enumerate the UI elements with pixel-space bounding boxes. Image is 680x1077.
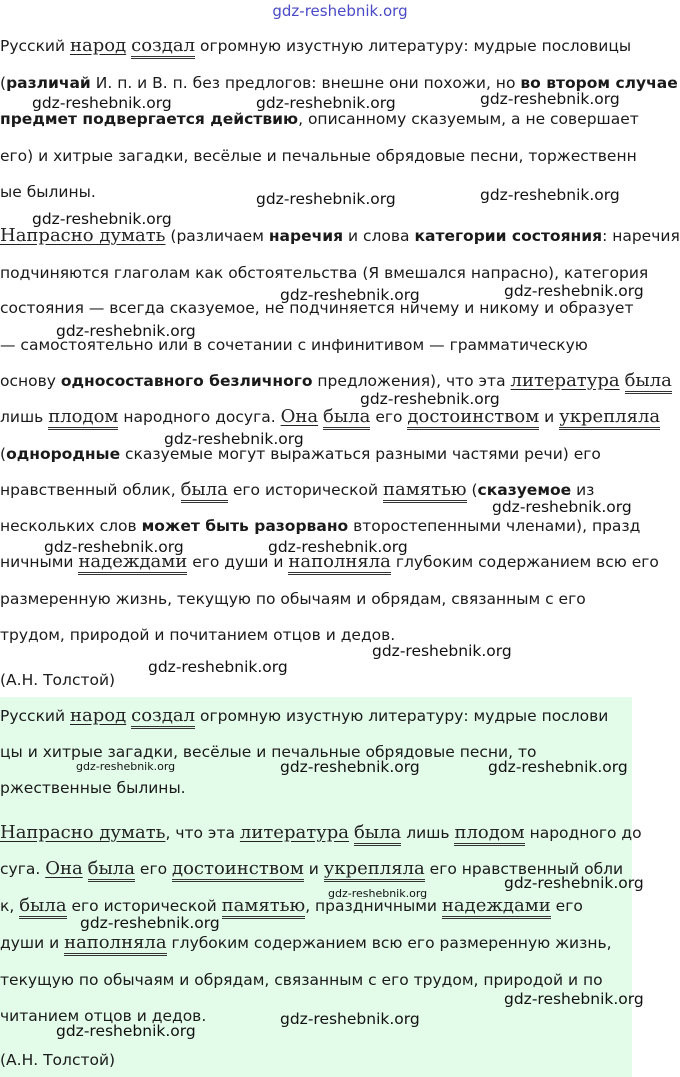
p1-line-14: нескольких слов может быть разорвано второстепенными членами), празд [0,517,641,535]
watermark-text: gdz-reshebnik.org [44,538,184,556]
watermark-text: gdz-reshebnik.org [488,758,628,776]
p1-line-17: трудом, природой и почитанием отцов и дедов. [0,626,396,644]
p1-line-5: ые былины. [0,183,96,201]
p1-line-3: предмет подвергается действию, описанному сказуемым, а не совершает [0,110,639,128]
watermark-text: gdz-reshebnik.org [32,210,172,228]
watermark-text: gdz-reshebnik.org [268,538,408,556]
watermark-text: gdz-reshebnik.org [32,94,172,112]
watermark-text: gdz-reshebnik.org [328,887,428,900]
p2-line-6: к, была его исторической памятью, праздничными надеждами его [0,895,583,919]
predicate-word: создал [131,35,195,59]
p1-line-6: Напрасно думать (различаем наречия и слова категории состояния: наречия [0,225,680,246]
watermark-text: gdz-reshebnik.org [280,286,420,304]
watermark-text: gdz-reshebnik.org [504,874,644,892]
p1-line-8: состояния — всегда сказуемое, не подчиняется ничему и никому и образует [0,299,634,317]
p1-author: (А.Н. Толстой) [0,671,116,689]
watermark-text: gdz-reshebnik.org [492,498,632,516]
watermark-text: gdz-reshebnik.org [504,282,644,300]
p2-line-9: читанием отцов и дедов. [0,1007,207,1025]
watermark-text: gdz-reshebnik.org [280,1010,420,1028]
p1-line-15: ничными надеждами его души и наполняла глубоким содержанием всю его [0,551,659,575]
watermark-text: gdz-reshebnik.org [56,322,196,340]
p1-line-4: его) и хитрые загадки, весёлые и печальные обрядовые песни, торжественн [0,147,637,165]
subject-word: народ [70,35,127,56]
p1-line-12: (однородные сказуемые могут выражаться разными частями речи) его [0,445,601,463]
watermark-text: gdz-reshebnik.org [480,90,620,108]
watermark-text: gdz-reshebnik.org [148,658,288,676]
watermark-text: gdz-reshebnik.org [360,390,500,408]
watermark-text: gdz-reshebnik.org [56,1022,196,1040]
p1-line-16: размеренную жизнь, текущую по обычаям и обрядам, связанным с его [0,590,586,608]
p1-line-10: основу односоставного безличного предложения), что эта литература была [0,370,672,394]
header-watermark: gdz-reshebnik.org [272,2,408,20]
p2-line-8: текущую по обычаям и обрядам, связанным с его трудом, природой и по [0,971,603,989]
watermark-text: gdz-reshebnik.org [80,914,220,932]
p1-line-9: — самостоятельно или в сочетании с инфинитивом — грамматическую [0,336,588,354]
p1-line-11: лишь плодом народного досуга. Она была его достоинством и укрепляла [0,406,660,430]
p1-line-2: (различай И. п. и В. п. без предлогов: внешне они похожи, но во втором случае [0,74,678,92]
p2-line-4: Напрасно думать, что эта литература была лишь плодом народного до [0,822,642,846]
watermark-text: gdz-reshebnik.org [76,760,176,773]
p2-line-5: суга. Она была его достоинством и укрепляла его нравственный обли [0,858,623,882]
watermark-text: gdz-reshebnik.org [480,186,620,204]
watermark-text: gdz-reshebnik.org [280,758,420,776]
watermark-text: gdz-reshebnik.org [256,94,396,112]
p1-line-13: нравственный облик, была его исторической памятью (сказуемое из [0,479,594,503]
subject-phrase: Напрасно думать [0,225,166,246]
p2-author: (А.Н. Толстой) [0,1051,116,1069]
watermark-text: gdz-reshebnik.org [164,430,304,448]
p2-line-2: цы и хитрые загадки, весёлые и печальные обрядовые песни, то [0,743,537,761]
watermark-text: gdz-reshebnik.org [256,190,396,208]
p1-line-7: подчиняются глаголам как обстоятельства (Я вмешался напрасно), категория [0,264,649,282]
p2-line-7: души и наполняла глубоким содержанием всю его размеренную жизнь, [0,932,612,956]
p2-line-1: Русский народ создал огромную изустную литературу: мудрые послови [0,705,608,729]
p2-line-3: ржественные былины. [0,779,186,797]
watermark-text: gdz-reshebnik.org [372,642,512,660]
watermark-text: gdz-reshebnik.org [504,990,644,1008]
p1-line-1: Русский народ создал огромную изустную литературу: мудрые пословицы [0,35,631,59]
